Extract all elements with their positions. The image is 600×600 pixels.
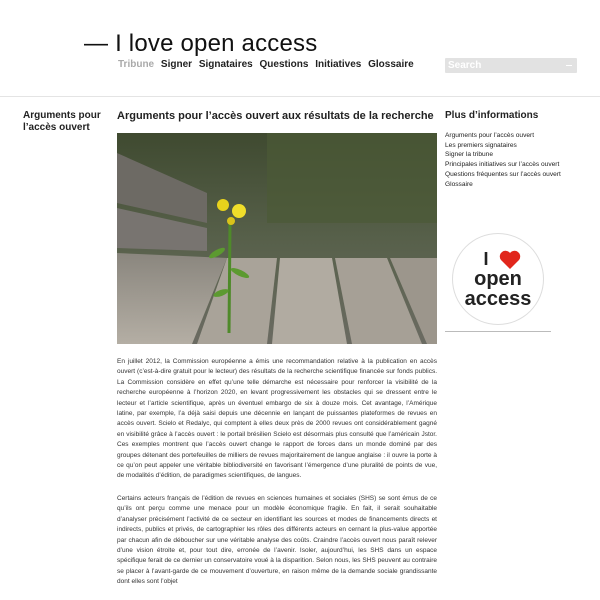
heart-icon — [499, 250, 521, 270]
logo-text-open: open — [474, 268, 522, 290]
article-body — [117, 357, 437, 600]
nav-item-questions[interactable]: Questions — [259, 59, 309, 70]
nav-item-glossaire[interactable]: Glossaire — [368, 59, 414, 70]
link-initiatives[interactable]: Principales initiatives sur l’accès ouvert — [445, 161, 560, 169]
open-access-logo[interactable] — [452, 233, 544, 325]
search-box — [445, 58, 577, 73]
search-submit-icon[interactable] — [566, 65, 572, 66]
logo-text-i: I — [483, 249, 489, 269]
nav-item-signer[interactable]: Signer — [160, 59, 193, 70]
search-input[interactable] — [448, 58, 556, 73]
article-title: Arguments pour l’accès ouvert aux résultats de la recherche — [117, 110, 434, 122]
link-signer[interactable]: Signer la tribune — [445, 151, 494, 159]
hero-image — [117, 133, 437, 344]
site-title[interactable]: — I love open access — [84, 30, 318, 57]
header-divider — [0, 96, 600, 97]
sidebar-heading: Plus d’informations — [445, 110, 539, 121]
link-signataires[interactable]: Les premiers signataires — [445, 141, 517, 149]
link-glossaire[interactable]: Glossaire — [445, 180, 473, 188]
link-arguments[interactable]: Arguments pour l’accès ouvert — [445, 132, 535, 139]
sidebar-page-title: Arguments pour l’accès ouvert — [23, 110, 101, 133]
nav-item-initiatives[interactable]: Initiatives — [315, 59, 362, 70]
article-paragraph: En juillet 2012, la Commission européenne a émis une recommandation relative à la publication en accès ouvert (c’est-à-dire gratuit pour le lecteur) des résultats de la recherche scientifique financée sur fonds publics. La Commission considère en effet qu’une telle démarche est nécessaire pour renforcer la visibilité de la recherche européenne à l’horizon 2020, en levant progressivement les obstacles qui se dressent entre le lecteur et l’article scientifique, après un éventuel embargo de six à douze mois. Cet avantage, l’Amérique latine, par exemple, l’a déjà saisi depuis une décennie en lançant de puissantes plateformes de revues en accès ouvert. Scielo et Redalyc, qui comptent à elles deux près de 2000 revues ont considérablement gagné en visibilité grâce à l’accès ouvert : le portail brésilien Scielo est désormais plus consulté que l’américain Jstor. Ces exemples montrent que l’accès ouvert change le rapport de forces dans un monde dominé par des groupes détenant des portefeuilles de milliers de revues majoritairement de langue anglaise : il ouvre la porte à ce qu’on peut appeler une véritable bibliodiversité en favorisant l’émergence d’une pluralité de points de vue, de modalités d’édition, de paradigmes scientifiques, de langues. — [117, 358, 437, 480]
logo-divider — [445, 331, 551, 332]
nav-item-tribune[interactable]: Tribune — [118, 59, 155, 70]
info-links — [445, 131, 561, 189]
plant-on-bench-photo — [117, 133, 437, 344]
link-questions[interactable]: Questions fréquentes sur l’accès ouvert — [445, 170, 561, 178]
nav-item-signataires[interactable]: Signataires — [198, 59, 253, 70]
article-paragraph: Certains acteurs français de l’édition de revues en sciences humaines et sociales (SHS) se sont émus de ce qu’ils ont perçu comme une menace pour un modèle économique fragile. En fait, il serait souhaitable d’analyser précisément l’activité de ce secteur en identifiant les sources et modes de financements directs et indirects, publics et privés, de cartographier les rôles des différents acteurs en cernant la plus-value apportée par chacun afin de déboucher sur une véritable analyse des coûts. Craindre l’accès ouvert nous paraît relever d’une vision étroite et, pour tout dire, erronée de l’avenir. Isoler, aujourd’hui, les SHS dans un espace spécifique ferait de ce dernier un conservatoire voué à la disparition. Selon nous, les SHS peuvent au contraire se placer à l’avant-garde de ce mouvement d’ouverture, en raison même de la demande sociale grandissante dont elles sont l’objet — [117, 494, 437, 586]
logo-text-access: access — [464, 288, 532, 310]
main-nav — [118, 59, 418, 70]
